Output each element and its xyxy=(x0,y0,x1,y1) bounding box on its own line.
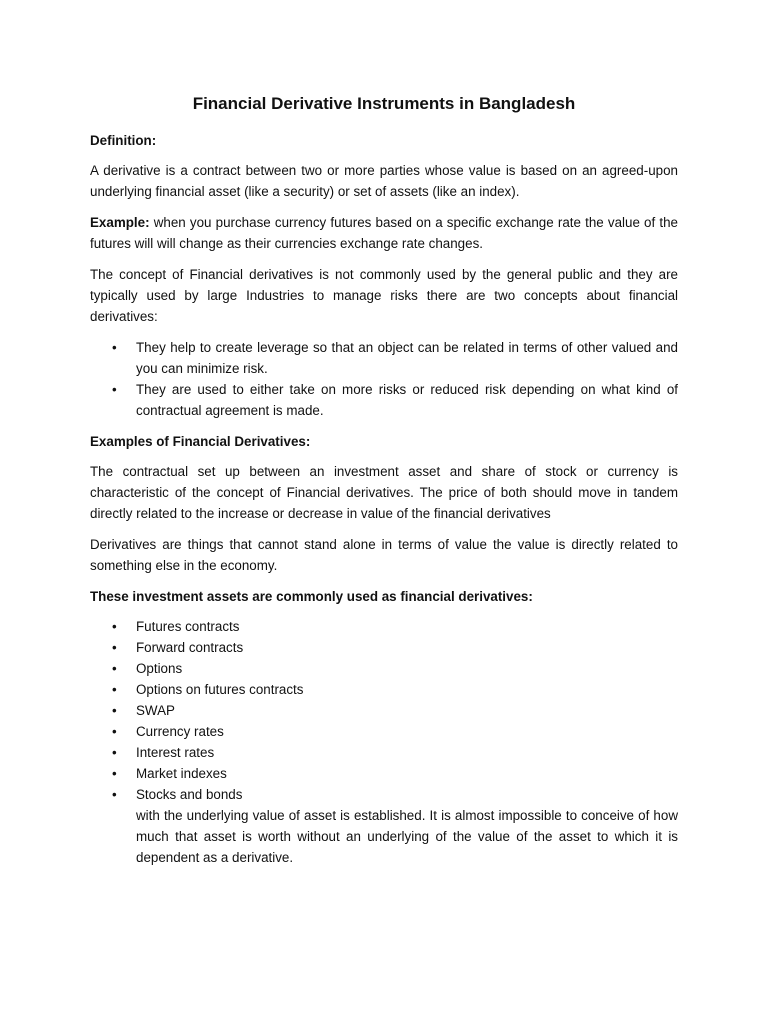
example-label: Example: xyxy=(90,215,150,230)
list-item-text: They are used to either take on more risks or reduced risk depending on what kind of contractual agreement is made. xyxy=(136,382,678,418)
list-item-text: SWAP xyxy=(136,703,175,718)
list-item xyxy=(90,379,678,421)
bullet-icon: • xyxy=(112,640,117,655)
assets-heading: These investment assets are commonly used as financial derivatives: xyxy=(90,589,533,604)
bullet-icon: • xyxy=(112,766,117,781)
bullet-icon: • xyxy=(112,745,117,760)
concept-paragraph: The concept of Financial derivatives is not commonly used by the general public and they are typically used by large Industries to manage risks there are two concepts about financial derivatives: xyxy=(90,267,678,324)
list-item-text: Market indexes xyxy=(136,766,227,781)
list-item xyxy=(90,721,678,742)
list-item-text: Forward contracts xyxy=(136,640,244,655)
bullet-icon: • xyxy=(112,340,117,355)
list-item xyxy=(90,337,678,379)
trailing-paragraph: with the underlying value of asset is established. It is almost impossible to conceive of how much that asset is worth without an underlying of the value of the asset to which it is dependent as a derivative. xyxy=(136,808,678,865)
list-item-text: Stocks and bonds xyxy=(136,787,243,802)
bullet-icon: • xyxy=(112,787,117,802)
list-item xyxy=(90,742,678,763)
bullet-icon: • xyxy=(112,682,117,697)
bullet-icon: • xyxy=(112,661,117,676)
example-paragraph xyxy=(90,212,678,254)
derivatives-paragraph: Derivatives are things that cannot stand alone in terms of value the value is directly related to something else in the economy. xyxy=(90,537,678,573)
bullet-icon: • xyxy=(112,619,117,634)
examples-heading: Examples of Financial Derivatives: xyxy=(90,434,311,449)
list-item-text: Futures contracts xyxy=(136,619,240,634)
definition-heading: Definition: xyxy=(90,133,157,148)
list-item xyxy=(90,679,678,700)
definition-paragraph: A derivative is a contract between two or more parties whose value is based on an agreed-upon underlying financial asset (like a security) or set of assets (like an index). xyxy=(90,163,678,199)
list-item xyxy=(90,763,678,784)
examples-paragraph: The contractual set up between an investment asset and share of stock or currency is characteristic of the concept of Financial derivatives. The price of both should move in tandem directly related to the increase or decrease in value of the financial derivatives xyxy=(90,464,678,521)
list-item xyxy=(90,637,678,658)
list-item xyxy=(90,658,678,679)
concept-bullet-list xyxy=(90,337,678,421)
list-item-text: Options xyxy=(136,661,183,676)
bullet-icon: • xyxy=(112,703,117,718)
bullet-icon: • xyxy=(112,382,117,397)
list-item-text: Interest rates xyxy=(136,745,215,760)
list-item-text: They help to create leverage so that an object can be related in terms of other valued and you can minimize risk. xyxy=(136,340,678,376)
list-item xyxy=(90,700,678,721)
document-title: Financial Derivative Instruments in Bangladesh xyxy=(192,94,576,113)
example-text: when you purchase currency futures based on a specific exchange rate the value of the futures will will change as their currencies exchange rate changes. xyxy=(90,215,678,251)
document-page xyxy=(90,92,678,868)
list-item-text: Options on futures contracts xyxy=(136,682,304,697)
bullet-icon: • xyxy=(112,724,117,739)
list-item xyxy=(90,616,678,637)
assets-bullet-list xyxy=(90,616,678,805)
list-item-text: Currency rates xyxy=(136,724,224,739)
list-item xyxy=(90,784,678,805)
